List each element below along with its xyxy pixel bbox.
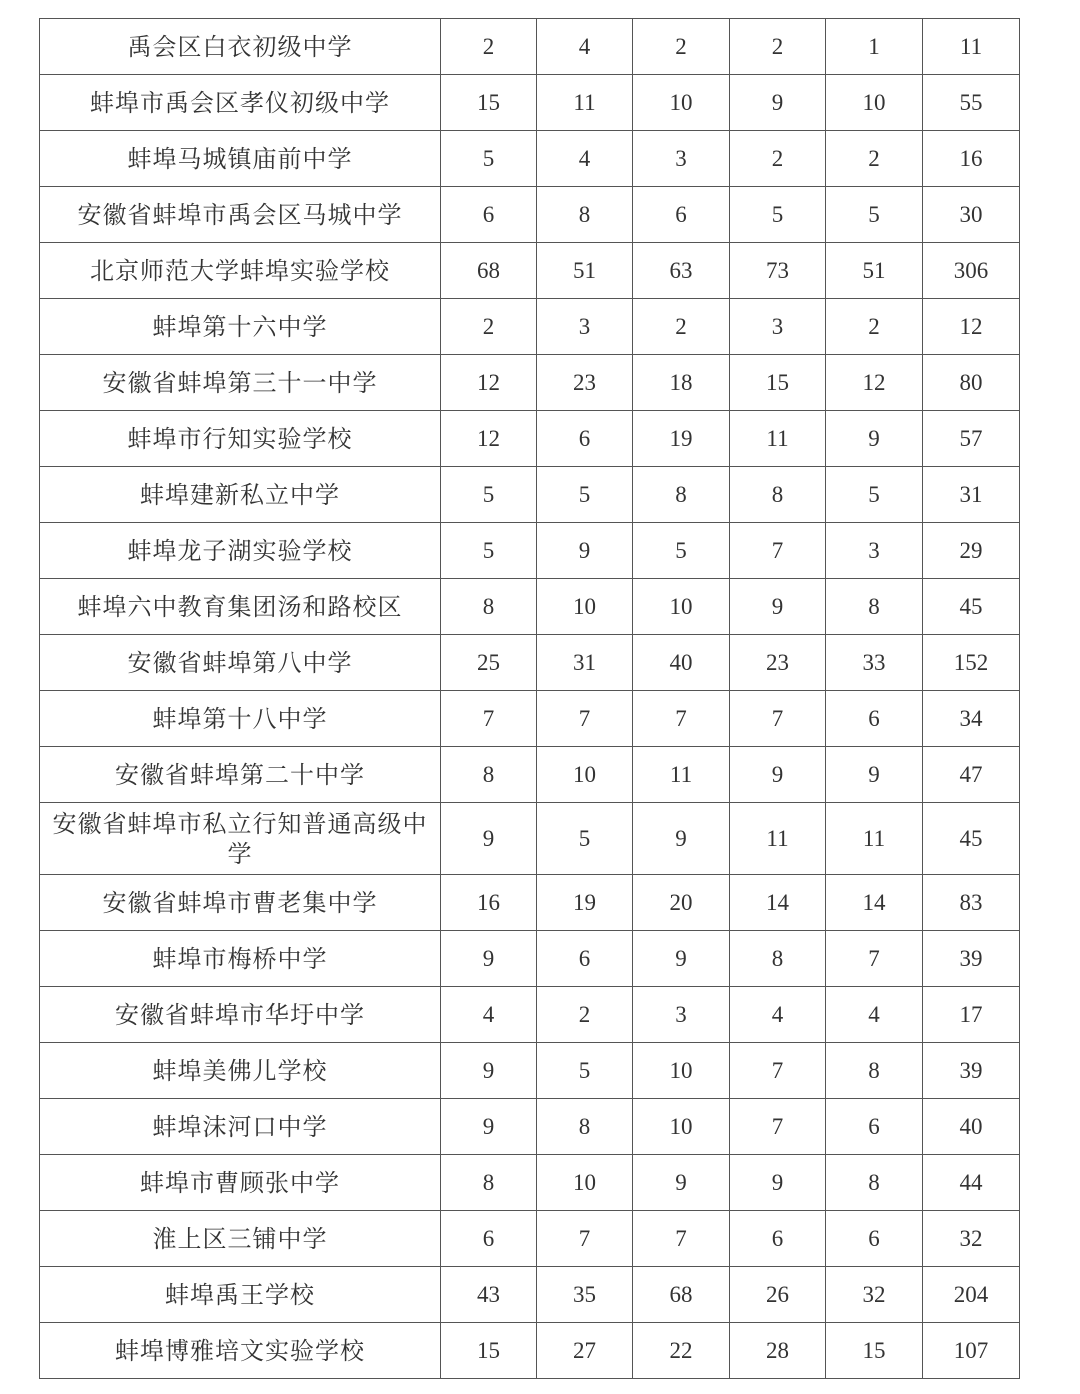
total-cell: 40 [923,1099,1020,1155]
count-cell: 11 [730,411,826,467]
total-cell: 306 [923,243,1020,299]
count-cell: 9 [441,1099,537,1155]
school-name-cell: 蚌埠沫河口中学 [40,1099,441,1155]
count-cell: 32 [826,1267,923,1323]
count-cell: 5 [441,523,537,579]
count-cell: 4 [826,987,923,1043]
total-cell: 107 [923,1323,1020,1379]
school-name-cell: 蚌埠禹王学校 [40,1267,441,1323]
count-cell: 68 [441,243,537,299]
table-body [40,19,1020,1379]
count-cell: 73 [730,243,826,299]
school-name-cell: 蚌埠第十八中学 [40,691,441,747]
table-row [40,1211,1020,1267]
count-cell: 23 [730,635,826,691]
count-cell: 9 [441,1043,537,1099]
count-cell: 9 [633,931,730,987]
table-row [40,1043,1020,1099]
count-cell: 11 [633,747,730,803]
count-cell: 15 [441,75,537,131]
count-cell: 11 [826,803,923,875]
count-cell: 10 [826,75,923,131]
count-cell: 10 [537,1155,633,1211]
school-name-cell: 蚌埠博雅培文实验学校 [40,1323,441,1379]
count-cell: 10 [633,579,730,635]
count-cell: 4 [537,19,633,75]
table-row [40,1155,1020,1211]
school-name-cell: 蚌埠市曹顾张中学 [40,1155,441,1211]
table-row [40,1323,1020,1379]
count-cell: 7 [730,523,826,579]
total-cell: 32 [923,1211,1020,1267]
count-cell: 8 [730,467,826,523]
count-cell: 2 [441,299,537,355]
count-cell: 18 [633,355,730,411]
count-cell: 4 [441,987,537,1043]
count-cell: 40 [633,635,730,691]
count-cell: 9 [441,931,537,987]
count-cell: 10 [633,1043,730,1099]
count-cell: 14 [730,875,826,931]
count-cell: 9 [537,523,633,579]
count-cell: 10 [633,1099,730,1155]
count-cell: 7 [633,1211,730,1267]
school-name-cell: 蚌埠市行知实验学校 [40,411,441,467]
school-name-cell: 安徽省蚌埠市禹会区马城中学 [40,187,441,243]
total-cell: 11 [923,19,1020,75]
count-cell: 6 [441,187,537,243]
count-cell: 5 [537,1043,633,1099]
total-cell: 16 [923,131,1020,187]
count-cell: 7 [537,691,633,747]
count-cell: 23 [537,355,633,411]
total-cell: 45 [923,803,1020,875]
total-cell: 34 [923,691,1020,747]
total-cell: 12 [923,299,1020,355]
table-row [40,1267,1020,1323]
total-cell: 17 [923,987,1020,1043]
count-cell: 51 [537,243,633,299]
table-row [40,987,1020,1043]
table-row [40,131,1020,187]
count-cell: 7 [730,1043,826,1099]
count-cell: 35 [537,1267,633,1323]
count-cell: 14 [826,875,923,931]
count-cell: 12 [441,355,537,411]
school-name-cell: 淮上区三铺中学 [40,1211,441,1267]
total-cell: 29 [923,523,1020,579]
count-cell: 15 [730,355,826,411]
count-cell: 9 [826,747,923,803]
count-cell: 9 [633,1155,730,1211]
count-cell: 6 [633,187,730,243]
count-cell: 7 [633,691,730,747]
total-cell: 57 [923,411,1020,467]
count-cell: 10 [537,579,633,635]
total-cell: 31 [923,467,1020,523]
count-cell: 10 [633,75,730,131]
school-name-cell: 安徽省蚌埠第八中学 [40,635,441,691]
school-name-cell: 蚌埠建新私立中学 [40,467,441,523]
count-cell: 10 [537,747,633,803]
total-cell: 80 [923,355,1020,411]
count-cell: 8 [537,187,633,243]
count-cell: 2 [537,987,633,1043]
count-cell: 9 [826,411,923,467]
count-cell: 27 [537,1323,633,1379]
count-cell: 8 [826,1043,923,1099]
count-cell: 5 [633,523,730,579]
school-name-cell: 蚌埠马城镇庙前中学 [40,131,441,187]
count-cell: 3 [633,131,730,187]
count-cell: 5 [730,187,826,243]
table-row [40,355,1020,411]
count-cell: 43 [441,1267,537,1323]
total-cell: 30 [923,187,1020,243]
school-name-cell: 安徽省蚌埠第三十一中学 [40,355,441,411]
total-cell: 44 [923,1155,1020,1211]
count-cell: 19 [633,411,730,467]
count-cell: 20 [633,875,730,931]
total-cell: 39 [923,1043,1020,1099]
count-cell: 22 [633,1323,730,1379]
count-cell: 68 [633,1267,730,1323]
count-cell: 2 [441,19,537,75]
count-cell: 9 [730,75,826,131]
table-row [40,579,1020,635]
total-cell: 83 [923,875,1020,931]
count-cell: 8 [441,747,537,803]
count-cell: 6 [537,411,633,467]
count-cell: 8 [633,467,730,523]
school-name-cell: 蚌埠六中教育集团汤和路校区 [40,579,441,635]
count-cell: 8 [826,579,923,635]
table-row [40,243,1020,299]
count-cell: 9 [633,803,730,875]
table-row [40,467,1020,523]
total-cell: 55 [923,75,1020,131]
count-cell: 5 [826,187,923,243]
count-cell: 3 [730,299,826,355]
table-row [40,691,1020,747]
total-cell: 204 [923,1267,1020,1323]
table-row [40,931,1020,987]
count-cell: 8 [441,1155,537,1211]
table-row [40,747,1020,803]
table-row [40,19,1020,75]
count-cell: 25 [441,635,537,691]
count-cell: 7 [730,1099,826,1155]
school-name-cell: 蚌埠美佛儿学校 [40,1043,441,1099]
count-cell: 51 [826,243,923,299]
count-cell: 8 [441,579,537,635]
total-cell: 152 [923,635,1020,691]
count-cell: 5 [441,467,537,523]
count-cell: 5 [441,131,537,187]
count-cell: 16 [441,875,537,931]
count-cell: 26 [730,1267,826,1323]
count-cell: 12 [441,411,537,467]
count-cell: 7 [537,1211,633,1267]
count-cell: 8 [826,1155,923,1211]
count-cell: 33 [826,635,923,691]
count-cell: 5 [537,803,633,875]
school-quota-table [39,18,1020,1379]
table-row [40,523,1020,579]
total-cell: 47 [923,747,1020,803]
table-row [40,1099,1020,1155]
count-cell: 2 [826,131,923,187]
count-cell: 7 [730,691,826,747]
count-cell: 6 [537,931,633,987]
count-cell: 6 [730,1211,826,1267]
count-cell: 19 [537,875,633,931]
count-cell: 63 [633,243,730,299]
table-row [40,635,1020,691]
count-cell: 9 [730,579,826,635]
table-row [40,187,1020,243]
school-name-cell: 安徽省蚌埠第二十中学 [40,747,441,803]
count-cell: 8 [730,931,826,987]
count-cell: 6 [441,1211,537,1267]
count-cell: 2 [633,299,730,355]
count-cell: 6 [826,691,923,747]
school-name-cell: 安徽省蚌埠市私立行知普通高级中学 [40,803,441,875]
count-cell: 5 [537,467,633,523]
count-cell: 5 [826,467,923,523]
school-table-container [39,18,1019,1379]
school-name-cell: 安徽省蚌埠市曹老集中学 [40,875,441,931]
count-cell: 11 [537,75,633,131]
school-name-cell: 禹会区白衣初级中学 [40,19,441,75]
total-cell: 39 [923,931,1020,987]
count-cell: 2 [730,131,826,187]
school-name-cell: 蚌埠第十六中学 [40,299,441,355]
table-row [40,875,1020,931]
count-cell: 9 [730,1155,826,1211]
count-cell: 31 [537,635,633,691]
school-name-cell: 蚌埠市禹会区孝仪初级中学 [40,75,441,131]
count-cell: 9 [441,803,537,875]
count-cell: 9 [730,747,826,803]
count-cell: 6 [826,1211,923,1267]
table-row [40,299,1020,355]
count-cell: 15 [826,1323,923,1379]
count-cell: 2 [730,19,826,75]
school-name-cell: 蚌埠市梅桥中学 [40,931,441,987]
count-cell: 3 [633,987,730,1043]
count-cell: 28 [730,1323,826,1379]
count-cell: 7 [826,931,923,987]
school-name-cell: 安徽省蚌埠市华圩中学 [40,987,441,1043]
total-cell: 45 [923,579,1020,635]
count-cell: 15 [441,1323,537,1379]
count-cell: 12 [826,355,923,411]
count-cell: 8 [537,1099,633,1155]
count-cell: 4 [537,131,633,187]
table-row [40,75,1020,131]
count-cell: 1 [826,19,923,75]
table-row [40,411,1020,467]
school-name-cell: 北京师范大学蚌埠实验学校 [40,243,441,299]
count-cell: 2 [633,19,730,75]
count-cell: 7 [441,691,537,747]
count-cell: 3 [537,299,633,355]
count-cell: 6 [826,1099,923,1155]
table-row [40,803,1020,875]
count-cell: 11 [730,803,826,875]
school-name-cell: 蚌埠龙子湖实验学校 [40,523,441,579]
count-cell: 4 [730,987,826,1043]
count-cell: 2 [826,299,923,355]
count-cell: 3 [826,523,923,579]
